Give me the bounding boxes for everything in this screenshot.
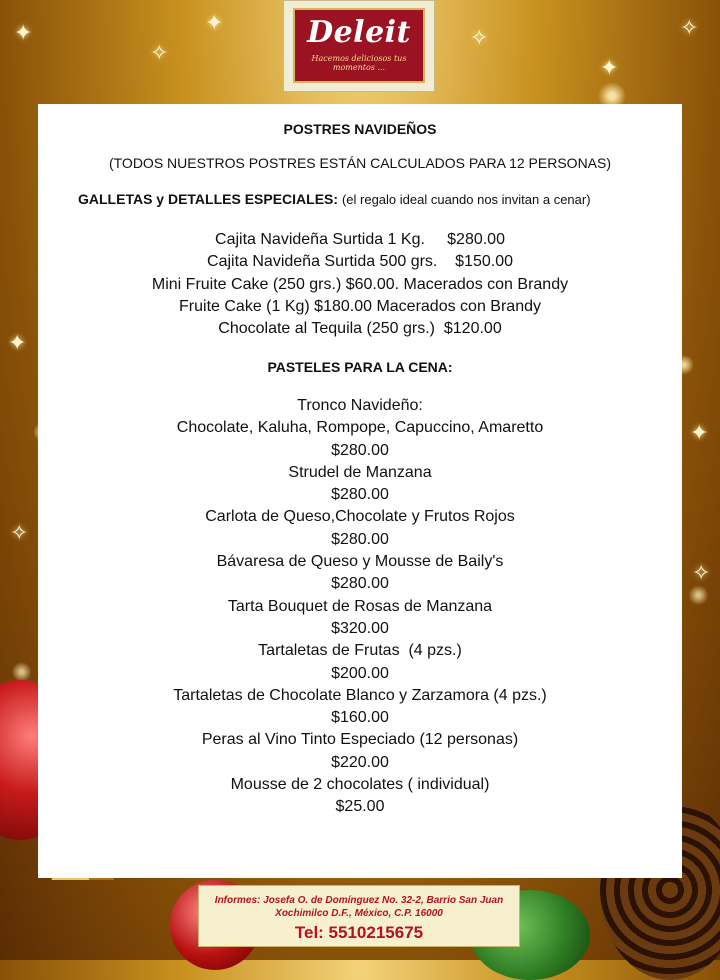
section-cakes-heading: PASTELES PARA LA CENA: — [267, 359, 453, 375]
list-item-price: $160.00 — [331, 709, 389, 727]
star-icon: ✦ — [205, 10, 224, 35]
address-line: Xochimilco D.F., México, C.P. 16000 — [275, 908, 443, 919]
star-icon: ✦ — [8, 330, 27, 355]
star-icon: ✧ — [150, 40, 169, 65]
logo-brand-name: Deleit — [307, 15, 411, 50]
list-item-price: $280.00 — [331, 441, 389, 459]
list-item: Mousse de 2 chocolates ( individual) — [230, 776, 490, 794]
list-item: Tartaletas de Chocolate Blanco y Zarzamora (4 pzs.) — [173, 686, 547, 704]
logo-badge — [293, 8, 425, 83]
contact-info-box — [198, 885, 520, 947]
list-item: Tarta Bouquet de Rosas de Manzana — [227, 597, 493, 615]
list-item: Tronco Navideño: — [297, 397, 423, 414]
list-item: Fruite Cake (1 Kg) $180.00 Macerados con Brandy — [179, 297, 541, 315]
menu-note: (TODOS NUESTROS POSTRES ESTÁN CALCULADOS PARA 12 PERSONAS) — [108, 155, 612, 171]
cakes-list — [38, 395, 682, 819]
logo-tagline: Hacemos deliciosos tus momentos ... — [311, 54, 407, 72]
list-item: Chocolate, Kaluha, Rompope, Capuccino, Amaretto — [176, 419, 544, 437]
list-item: Peras al Vino Tinto Especiado (12 personas) — [201, 731, 519, 749]
list-item-price: $320.00 — [331, 619, 389, 637]
list-item: Strudel de Manzana — [288, 463, 432, 481]
list-item-price: $220.00 — [331, 753, 389, 771]
list-item-price: $280.00 — [331, 575, 389, 593]
star-icon: ✧ — [470, 25, 489, 50]
phone-number: Tel: 5510215675 — [294, 923, 424, 942]
star-icon: ✦ — [600, 55, 619, 80]
star-icon: ✧ — [680, 15, 699, 40]
section-subheading: (el regalo ideal cuando nos invitan a cenar) — [341, 192, 591, 207]
menu-title: POSTRES NAVIDEÑOS — [283, 121, 437, 137]
star-icon: ✧ — [692, 560, 711, 585]
cookies-list — [38, 229, 682, 340]
star-icon: ✧ — [10, 520, 29, 545]
list-item: Carlota de Queso,Chocolate y Frutos Rojos — [205, 508, 515, 526]
list-item-price: $25.00 — [335, 798, 385, 816]
address-line: Informes: Josefa O. de Domínguez No. 32-2, Barrio San Juan — [214, 895, 504, 906]
list-item: Mini Fruite Cake (250 grs.) $60.00. Macerados con Brandy — [151, 275, 569, 293]
list-item-price: $280.00 — [331, 530, 389, 548]
list-item-price: $200.00 — [331, 664, 389, 682]
list-item: Tartaletas de Frutas (4 pzs.) — [258, 642, 462, 660]
brand-logo — [283, 0, 435, 92]
star-icon: ✦ — [690, 420, 709, 445]
star-icon: ✦ — [14, 20, 33, 45]
section-cookies-heading — [78, 191, 591, 207]
list-item: Bávaresa de Queso y Mousse de Baily's — [216, 553, 504, 571]
list-item: Chocolate al Tequila (250 grs.) $120.00 — [218, 320, 502, 338]
list-item: Cajita Navideña Surtida 1 Kg. $280.00 — [215, 231, 505, 248]
menu-panel — [38, 104, 682, 878]
list-item: Cajita Navideña Surtida 500 grs. $150.00 — [207, 253, 513, 271]
section-heading: GALLETAS y DETALLES ESPECIALES: — [78, 191, 339, 207]
list-item-price: $280.00 — [331, 486, 389, 504]
